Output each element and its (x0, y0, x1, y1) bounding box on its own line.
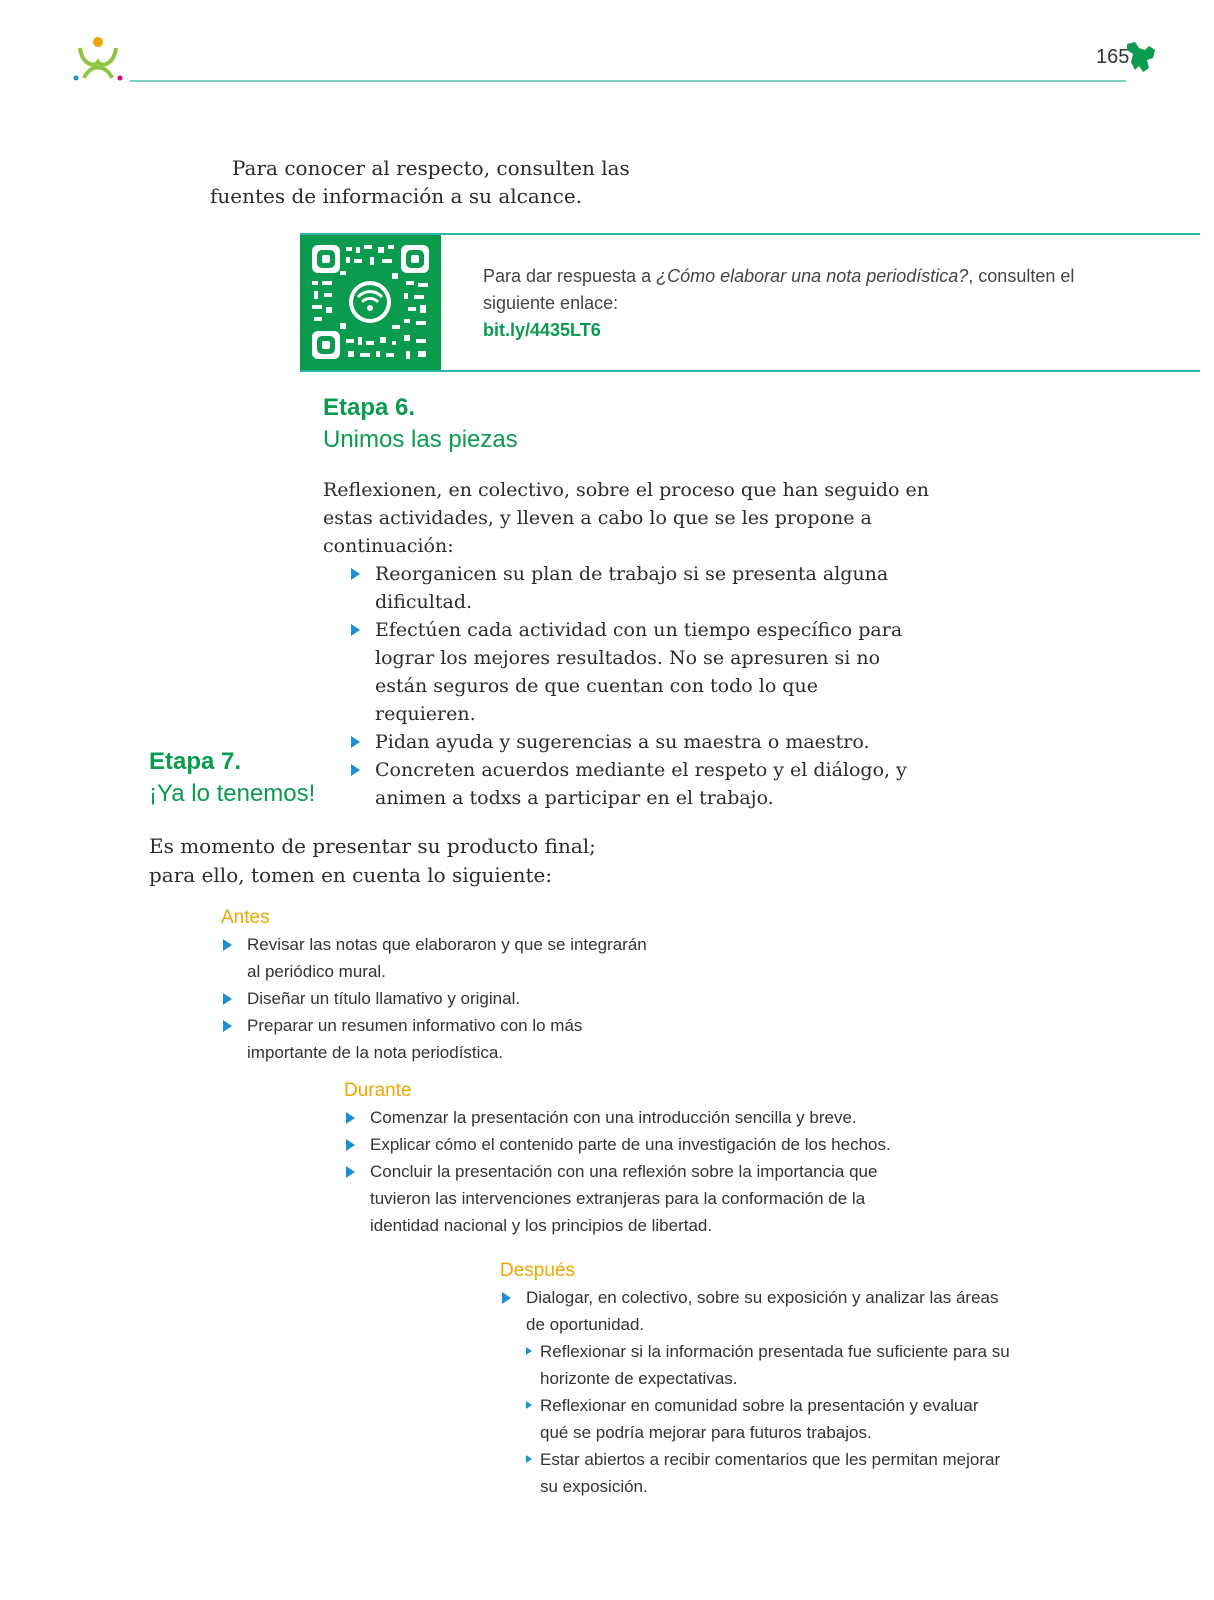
list-item (500, 1284, 1010, 1500)
list-item: Concluir la presentación con una reflexión sobre la importancia que tuvieron las intervenciones extranjeras para la conformación de la identidad nacional y los principios de libertad. (344, 1158, 919, 1239)
logo-icon (72, 34, 124, 84)
antes-section (221, 905, 671, 1066)
qr-callout (300, 233, 1200, 372)
list-item: Efectúen cada actividad con un tiempo específico para lograr los mejores resultados. No se apresuren si no están seguros de que cuentan con todo lo que requieren. (349, 616, 909, 728)
despues-heading: Después (500, 1260, 575, 1281)
mexico-map-icon (1125, 40, 1157, 74)
despues-list (500, 1284, 1010, 1500)
qr-link[interactable]: bit.ly/4435LT6 (483, 320, 601, 340)
despues-sublist (526, 1338, 1010, 1500)
list-item: Revisar las notas que elaboraron y que se integrarán al periódico mural. (221, 931, 661, 985)
intro-line-1: Para conocer al respecto, consulten las (232, 156, 630, 180)
etapa-7-title: Etapa 7. (149, 748, 242, 775)
etapa-7-subtitle: ¡Ya lo tenemos! (149, 780, 316, 807)
qr-question: ¿Cómo elaborar una nota periodística? (656, 266, 969, 286)
despues-section (500, 1258, 1020, 1500)
list-item: Diseñar un título llamativo y original. (221, 985, 661, 1012)
sub-list-item: Estar abiertos a recibir comentarios que les permitan mejorar su exposición. (526, 1446, 1010, 1500)
header-rule (130, 80, 1126, 82)
sub-list-item: Reflexionar en comunidad sobre la presentación y evaluar qué se podría mejorar para futuros trabajos. (526, 1392, 1010, 1446)
durante-section (344, 1078, 924, 1239)
list-item: Comenzar la presentación con una introducción sencilla y breve. (344, 1104, 919, 1131)
etapa-6-title: Etapa 6. (323, 394, 416, 421)
page-number: 165 (1096, 46, 1130, 68)
list-item: Reorganicen su plan de trabajo si se presenta alguna dificultad. (349, 560, 909, 616)
antes-list (221, 931, 661, 1066)
etapa-7-section (149, 746, 649, 890)
list-item: Concreten acuerdos mediante el respeto y el diálogo, y animen a todxs a participar en el trabajo. (349, 756, 909, 812)
list-item: Pidan ayuda y sugerencias a su maestra o maestro. (349, 728, 909, 756)
etapa-6-paragraph: Reflexionen, en colectivo, sobre el proceso que han seguido en estas actividades, y lleven a cabo lo que se les propone a continuación: (323, 479, 930, 557)
etapa-6-subtitle: Unimos las piezas (323, 426, 518, 453)
sub-list-item: Reflexionar si la información presentada fue suficiente para su horizonte de expectativas. (526, 1338, 1010, 1392)
etapa-7-line-2: para ello, tomen en cuenta lo siguiente: (149, 863, 553, 887)
etapa-7-line-1: Es momento de presentar su producto final; (149, 834, 596, 858)
antes-heading: Antes (221, 907, 270, 928)
despues-item: Dialogar, en colectivo, sobre su exposición y analizar las áreas de oportunidad. (526, 1288, 999, 1334)
intro-paragraph (210, 154, 630, 210)
durante-heading: Durante (344, 1080, 412, 1101)
qr-text-1: Para dar respuesta a (483, 266, 657, 286)
qr-text-2: , consulten el siguiente enlace: (483, 266, 1075, 313)
list-item: Explicar cómo el contenido parte de una investigación de los hechos. (344, 1131, 919, 1158)
list-item: Preparar un resumen informativo con lo más importante de la nota periodística. (221, 1012, 661, 1066)
qr-code-icon[interactable] (300, 235, 441, 370)
qr-instructions (483, 263, 1103, 344)
etapa-7-paragraph (149, 832, 649, 890)
intro-line-2: fuentes de información a su alcance. (210, 184, 583, 208)
durante-list (344, 1104, 919, 1239)
